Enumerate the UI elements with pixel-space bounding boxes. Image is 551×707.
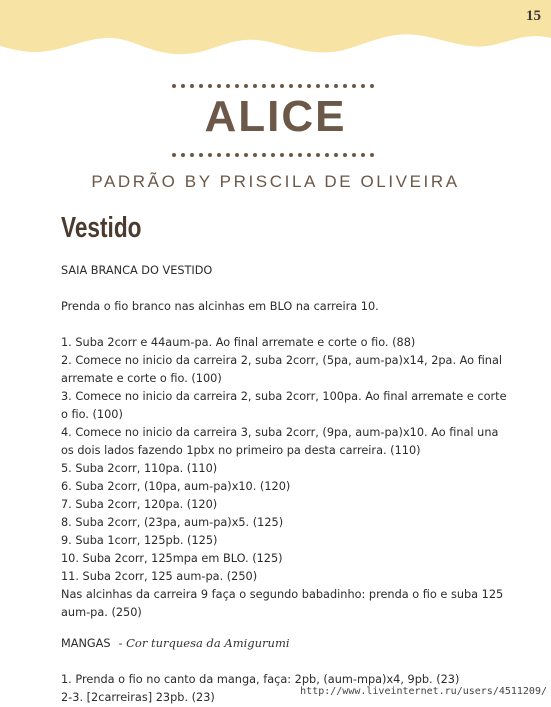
step-10: 10. Suba 2corr, 125mpa em BLO. (125)	[61, 552, 283, 565]
subheading: SAIA BRANCA DO VESTIDO	[61, 264, 213, 277]
mangas-label: MANGAS	[61, 637, 111, 650]
section-title: Vestido	[61, 212, 142, 244]
step-9: 9. Suba 1corr, 125pb. (125)	[61, 534, 218, 547]
step-5: 5. Suba 2corr, 110pa. (110)	[61, 462, 218, 475]
intro-text: Prenda o fio branco nas alcinhas em BLO na carreira 10.	[61, 300, 379, 313]
header-wave	[0, 0, 551, 60]
step-2: 2. Comece no inicio da carreira 2, suba 2corr, (5pa, aum-pa)x14, 2pa. Ao final arremate e corte o fio. (100)	[61, 354, 503, 385]
dotted-divider-top	[170, 82, 380, 90]
step-6: 6. Suba 2corr, (10pa, aum-pa)x10. (120)	[61, 480, 291, 493]
mangas-heading-row	[61, 634, 507, 653]
pattern-title: ALICE	[204, 92, 347, 141]
instructions-body	[61, 262, 507, 707]
watermark-url: http://www.liveinternet.ru/users/4511209/	[300, 686, 547, 697]
step-11: 11. Suba 2corr, 125 aum-pa. (250)	[61, 570, 258, 583]
step-3: 3. Comece no inicio da carreira 2, suba 2corr, 100pa. Ao final arremate e corte o fio. (100)	[61, 390, 507, 421]
mangas-step-2: 2-3. [2carreiras] 23pb. (23)	[61, 691, 215, 704]
pattern-subtitle: PADRÃO BY PRISCILA DE OLIVEIRA	[91, 172, 460, 191]
mangas-step-1: 1. Prenda o fio no canto da manga, faça: 2pb, (aum-mpa)x4, 9pb. (23)	[61, 673, 460, 686]
dotted-divider-bottom	[170, 151, 380, 159]
step-note: Nas alcinhas da carreira 9 faça o segundo babadinho: prenda o fio e suba 125 aum-pa. (250)	[61, 588, 504, 619]
mangas-color-note: - Cor turquesa da Amigurumi	[118, 636, 290, 650]
step-1: 1. Suba 2corr e 44aum-pa. Ao final arremate e corte o fio. (88)	[61, 336, 416, 349]
step-7: 7. Suba 2corr, 120pa. (120)	[61, 498, 218, 511]
step-8: 8. Suba 2corr, (23pa, aum-pa)x5. (125)	[61, 516, 284, 529]
step-4: 4. Comece no inicio da carreira 3, suba 2corr, (9pa, aum-pa)x10. Ao final una os dois lados fazendo 1pbx no primeiro pa desta carreira. (110)	[61, 426, 499, 457]
page-number: 15	[526, 8, 541, 24]
